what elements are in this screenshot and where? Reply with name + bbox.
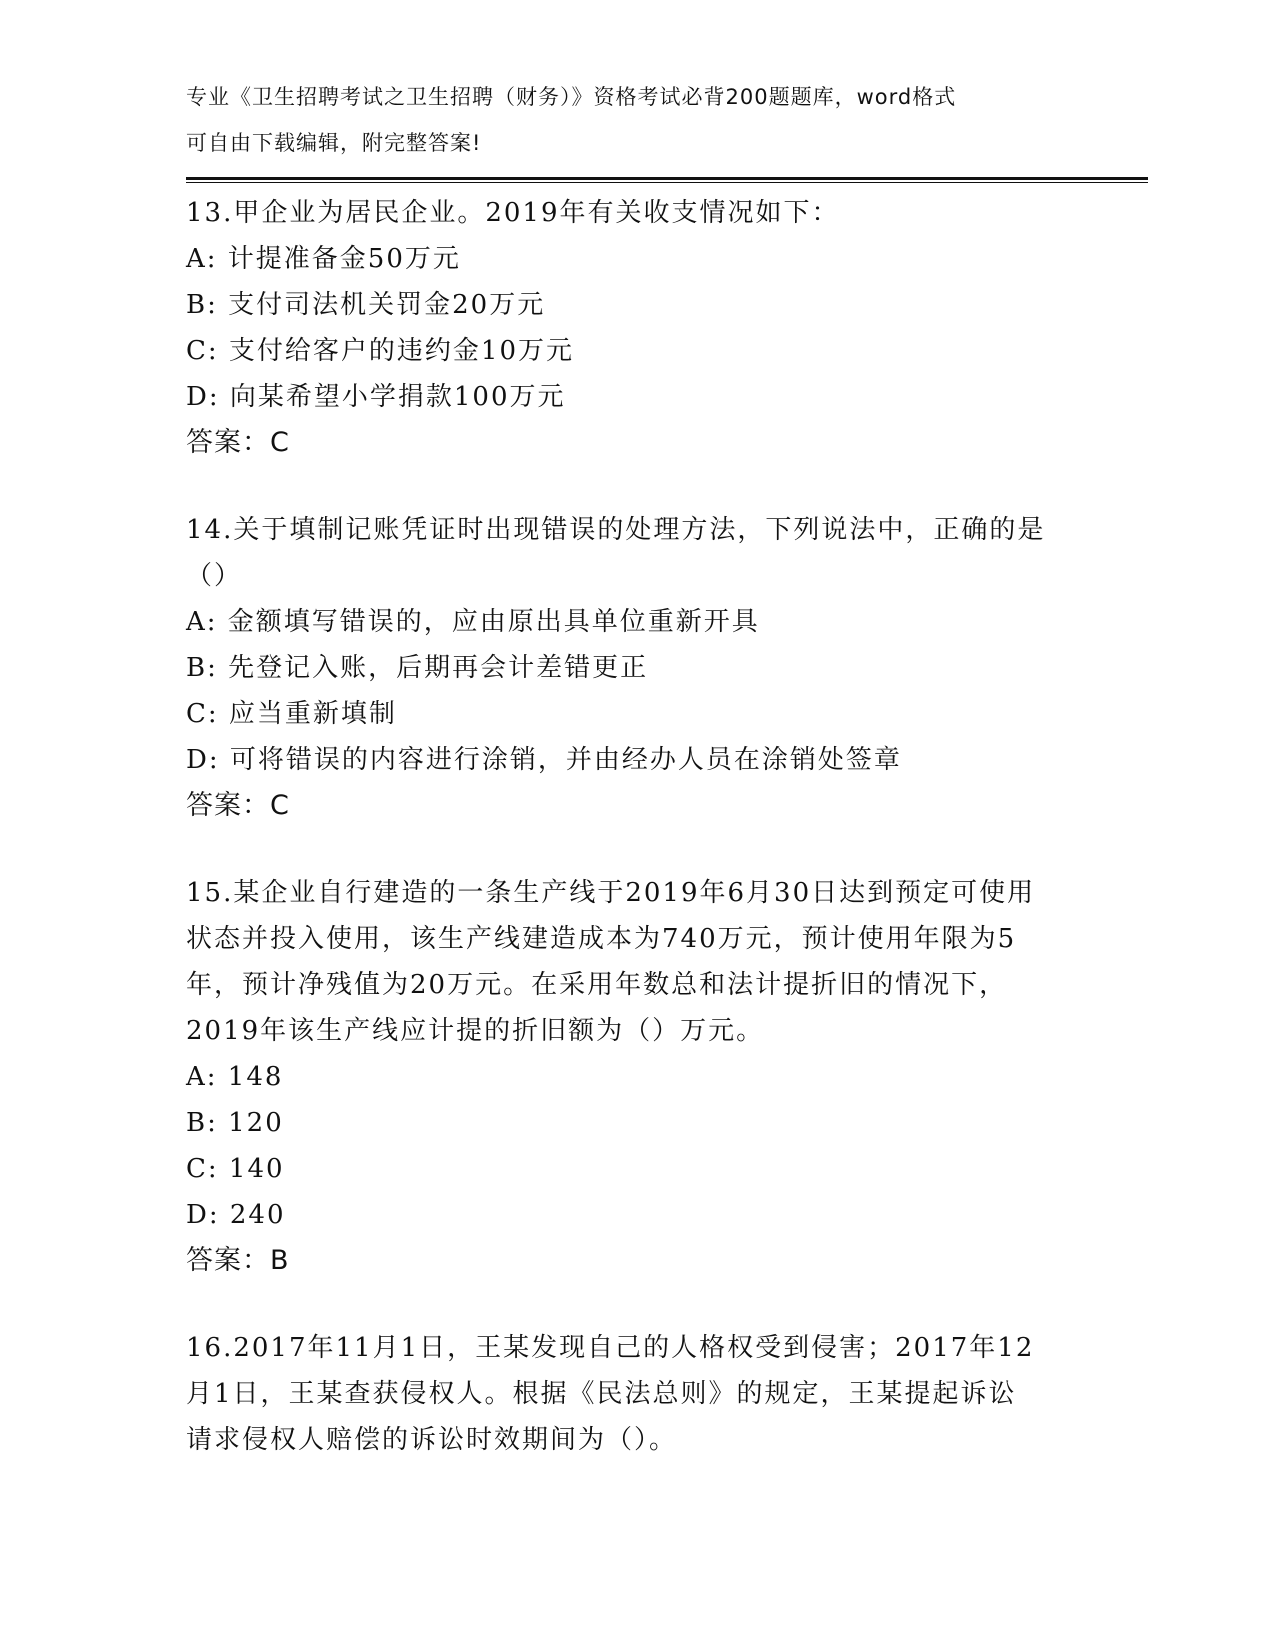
- option-a: A: 148: [186, 1062, 284, 1092]
- question-stem-cont: 状态并投入使用，该生产线建造成本为740万元，预计使用年限为5: [186, 924, 1017, 954]
- question-stem: 15.某企业自行建造的一条生产线于2019年6月30日达到预定可使用: [186, 878, 1036, 908]
- option-d: D: 可将错误的内容进行涂销，并由经办人员在涂销处签章: [186, 745, 902, 775]
- answer: 答案：C: [186, 790, 290, 821]
- question-15: [186, 870, 1086, 1284]
- option-c: C: 支付给客户的违约金10万元: [186, 336, 575, 366]
- answer: 答案：B: [186, 1245, 290, 1276]
- header-divider-thick: [186, 177, 1148, 180]
- question-14: [186, 507, 1086, 829]
- question-stem-cont: 请求侵权人赔偿的诉讼时效期间为（）。: [186, 1425, 678, 1455]
- option-c: C: 应当重新填制: [186, 699, 397, 729]
- option-a: A: 计提准备金50万元: [186, 244, 461, 274]
- option-d: D: 向某希望小学捐款100万元: [186, 382, 566, 412]
- header-divider-thin: [186, 182, 1148, 183]
- question-stem: 13.甲企业为居民企业。2019年有关收支情况如下：: [186, 198, 840, 228]
- question-stem-cont: 年，预计净残值为20万元。在采用年数总和法计提折旧的情况下，: [186, 970, 1008, 1000]
- option-a: A: 金额填写错误的，应由原出具单位重新开具: [186, 607, 760, 637]
- answer: 答案：C: [186, 427, 290, 458]
- question-stem: 14.关于填制记账凭证时出现错误的处理方法，下列说法中，正确的是: [186, 515, 1046, 545]
- question-16: [186, 1325, 1086, 1463]
- question-stem-cont: 月1日，王某查获侵权人。根据《民法总则》的规定，王某提起诉讼: [186, 1379, 1017, 1409]
- question-list: [186, 190, 1086, 1463]
- document-header: [186, 74, 1066, 166]
- option-b: B: 120: [186, 1108, 284, 1138]
- question-stem-cont: （）: [186, 561, 243, 591]
- question-stem: 16.2017年11月1日，王某发现自己的人格权受到侵害；2017年12: [186, 1333, 1035, 1363]
- header-line-1: 专业《卫生招聘考试之卫生招聘（财务）》资格考试必背200题题库，word格式: [186, 85, 957, 109]
- question-13: [186, 190, 1086, 466]
- option-c: C: 140: [186, 1154, 285, 1184]
- option-d: D: 240: [186, 1200, 286, 1230]
- option-b: B: 先登记入账，后期再会计差错更正: [186, 653, 649, 683]
- header-line-2: 可自由下载编辑，附完整答案!: [186, 131, 482, 155]
- question-stem-cont: 2019年该生产线应计提的折旧额为（）万元。: [186, 1016, 765, 1046]
- option-b: B: 支付司法机关罚金20万元: [186, 290, 546, 320]
